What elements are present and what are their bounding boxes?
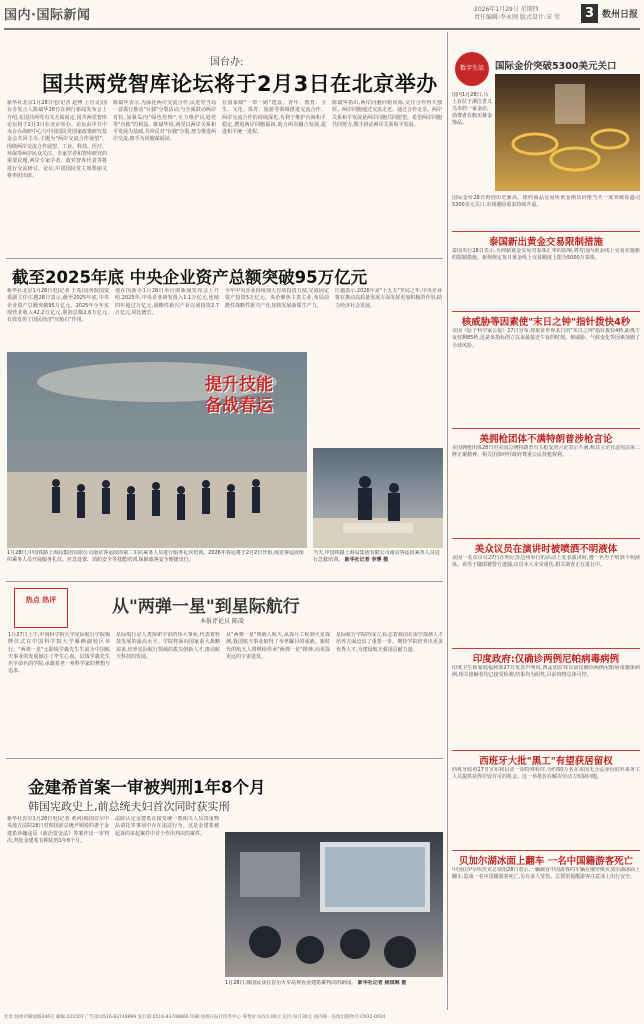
korea-photo-art: [225, 832, 443, 977]
gold-headline: 国际金价突破5300美元关口: [495, 61, 617, 72]
s1-text: 泰国央行28日表示,为抑制黄金交易对泰铢汇率的影响,将对国内黄金线上交易实施新的限制措施。新规规定每日黄金线上交易额度上限为5000万泰铢。: [452, 248, 640, 262]
s7-text: 中国驻伊尔库茨克总领馆28日表示,一辆载有中国游客的车辆在俄罗斯贝加尔湖冰面上翻车,造成一名中国籍游客死亡,另有多人受伤。总领馆提醒游客注意冰上出行安全。: [452, 867, 640, 881]
photo2-credit: 新华社记者 李博 摄: [344, 557, 389, 563]
section-title: 国内·国际新闻: [4, 8, 91, 23]
s3-text: 美国拥枪团体28日对美国总统特朗普有关枪支的言论表示不满,称其言论有违宪法第二修正案精神。相关团体呼吁政府尊重公民持枪权利。: [452, 445, 640, 459]
s1-headline: 泰国新出黄金交易限制措施: [488, 237, 603, 248]
photo2-caption: [313, 550, 443, 570]
story2-headline: 截至2025年底 中央企业资产总额突破95万亿元: [12, 268, 368, 287]
photo2-caption-text: 当天,中国铁路上海局集团有限公司南京客运段乘务人员进行急救培训。: [313, 550, 440, 563]
s6-text: 西班牙政府27日宣布将启动一项特殊程序,为约50万名在该国无合法身份的外来务工人员提供获得居留许可的机会。这一举措旨在解决劳动力短缺问题。: [452, 767, 640, 781]
rc-rule-3: [452, 428, 640, 429]
story3-photo-caption: [225, 980, 443, 1010]
photo1-caption: 1月28日,中国铁路上海局集团有限公司南京客运段的第二车队乘务人员进行服务礼仪培训。2026年春运将于2月2日开始,南京客运段组织乘务人员开展服务礼仪、应急处置、消防安全等技能培训,保障旅客安全便捷出行。: [7, 550, 304, 563]
divider-3: [6, 758, 443, 759]
header-meta: [474, 6, 560, 22]
paper-name: 数州日报: [602, 10, 639, 20]
divider-1: [6, 258, 443, 259]
s5-text: 印度卫生和家庭福利部27日发表声明说,西孟加拉邦目前仅确诊两例尼帕病毒感染病例,相关接触者均已接受检测,结果均为阴性,目前疫情总体可控。: [452, 665, 640, 679]
s4-headline: 美众议员在演讲时被喷洒不明液体: [474, 544, 618, 555]
s4-text: 美国一名众议员27日在明尼苏达州举行的活动上发表演讲时,遭一名男子喷洒不明液体。该男子随即被警方逮捕,议员本人未受重伤,相关调查正在进行中。: [452, 555, 640, 569]
cpr-photo-art: [313, 448, 443, 548]
story3-col2: 法院认定金建希在接受统一教相关人员贵重物品请托等事项中存在违法行为。这是金建希被起诉的多起案件中首个作出判决的案件。: [115, 816, 219, 837]
photo-overlay-title: [205, 375, 273, 417]
story3-subhead: 韩国宪政史上,前总统夫妇首次同时获实刑: [28, 800, 230, 813]
editors-line: 责任编辑:李永刚 版式设计:宋 莹: [474, 14, 560, 21]
story3-headline: 金建希首案一审被判刑1年8个月: [28, 778, 266, 797]
rc-rule-7: [452, 850, 640, 851]
column-divider: [447, 32, 448, 1010]
s5-headline: 印度政府:仅确诊两例尼帕病毒病例: [472, 654, 620, 665]
s3-headline: 美拥枪团体不满特朗普涉枪言论: [479, 434, 613, 445]
gold-photo-art: [495, 74, 640, 191]
story2-col1: 新华社北京1月28日电(记者 王希)国务院国资委副主任庄越28日表示,截至2025年底,中央企业资产总额突破95万亿元。2025年全年实现营业收入42.2万亿元,利润总额2.6万亿元,有效发挥了国民经济"压舱石"作用。: [7, 288, 109, 324]
page-footer: 社址:徐州市解放路246号 邮编:221007 广告部:0516-83748899 发行部:0516-83748866 印刷:徐州日报社印务中心 零售价:每份1.00元 定价:每月30元 国内统一连续出版物号:CN32-0024: [4, 1015, 386, 1020]
s2-text: 美国《原子科学家公报》27日宣布,将象征世界末日的"末日之钟"指针拨快4秒,距离午夜仅剩85秒,这是该指标创立以来最接近午夜的时刻。核威胁、气候变化等因素加剧了全球风险。: [452, 328, 640, 349]
rc-rule-5: [452, 648, 640, 649]
date-line: 2026年1月29日 星期四: [474, 6, 539, 13]
s7-headline: 贝加尔湖冰面上翻车 一名中国籍游客死亡: [458, 856, 634, 867]
top-story-col4: 陈斌华指出,两岸同胞同根同源,交往合作得天独厚。两岸同胞通过交流走近、通过合作走亲。两岸关系和平发展是两岸同胞共同愿望。希望两岸同胞共同努力,携手推动两岸关系和平发展。: [332, 100, 442, 128]
top-story-headline: 国共两党智库论坛将于2月3日在北京举办: [42, 72, 438, 96]
top-story-col1: 新华社北京1月28日电(记者 赵博 上官灵)国台办发言人陈斌华28日在例行新闻发布会上介绍,在国共两党有关方面商定,国共两党智库论坛将于2月3日在北京举办。论坛由中共中央台办海研中心与中国国民党国家政策研究基金会共同主办,主题为"两岸交流合作展望"。围绕两岸交流合作展望、工业、科技、医疗、环保等两岸民众关注、专家学者和智库研究的重要议题,两岸专家学者、政党智库代表等将进行交流研讨。论坛,中国国民党主席郑丽文将率团出席。: [7, 100, 107, 179]
rc-rule-6: [452, 750, 640, 751]
overlay-line2: 备战春运: [205, 396, 273, 416]
gold-photo-caption: 国内1月28日,马上在位于浙江省义乌市的一家金店,消费者在购买黄金饰品。: [452, 92, 492, 126]
page-header: [4, 4, 640, 26]
rc-rule-4: [452, 538, 640, 539]
feature-col1: 1月27日上午,中国科学院大学星际航行学院揭牌仪式在中国科学院大学雁栖湖校区举行。"两弹一星"元勋钱学森先生生前为中国航天事业的发展倾注了毕生心血。以钱学森先生名字命名的学院,承载着老一辈科学家的梦想与追求。: [8, 632, 110, 675]
story3-photo-credit: 新华社记者 姚琪琳 摄: [357, 980, 407, 986]
top-story-kicker: 国台办:: [210, 57, 244, 68]
logo-text: 数字生活: [459, 65, 484, 72]
feature-col2: 星际航行是人类探索宇宙的伟大事业,代表着科技发展的最高水平。学院将面向国家重大战略需求,培养星际航行领域的拔尖创新人才,推动航天科技的发展。: [116, 632, 220, 660]
header-rule: [4, 28, 640, 30]
top-story-col2: 陈斌华表示,为深化两岸交流合作,民进党当局一意孤行推动"台独"分裂活动,与全面鼓动两岸对抗,加紧岛内"绿色恐怖",全力维护民进党等"台独"的利益。陈斌华说,两党以两岸关系和平发展为基础,共同反对"台独"分裂,努力推进两岸交流,携手为同胞谋福祉。: [113, 100, 216, 143]
gold-jewelry-photo: [495, 74, 640, 191]
s2-headline: 核威胁等因素使"末日之钟"指针拨快4秒: [461, 317, 631, 328]
page-number: 3: [581, 4, 598, 23]
feature-col3: 从"两弹一星"到载人航天,从探月工程到火星探测,我国航天事业取得了举世瞩目的成就。新时代的航天人将继续传承"两弹一星"精神,向更深更远的宇宙进发。: [226, 632, 330, 660]
overlay-line1: 提升技能: [205, 375, 273, 395]
story3-col1: 新华社首尔1月28日电(记者 黄河)韩国首尔中央地方法院28日对韩国前总统尹锡悦的妻子金建希涉嫌违反《政治资金法》等案作出一审判决,判处金建希有期徒刑1年8个月。: [7, 816, 109, 844]
story2-col3: 全年中央企业持续加大有效投资力度,完成固定资产投资5万亿元。央企聚焦主责主业,布局前瞻性战略性新兴产业,加快发展新质生产力。: [225, 288, 329, 309]
story3-photo-caption-text: 1月28日,韩国民众在首尔火车站观看金建希案判决的新闻。: [225, 980, 357, 986]
top-story-col3: 在国家级"一带一路"建设、青年、教育、卫生、文化、体育、旅游等领域推进交流合作。两岸交流合作的持续深化,有利于维护台海和平稳定,增进两岸同胞福祉,助力两岸融合发展,促进和平统一进程。: [222, 100, 326, 136]
story2-col2: 他在国新办1月28日举行的新闻发布会上介绍,2025年,中央企业研发投入1.1万亿元,连续四年超过万亿元,战略性新兴产业完成投资2.7万亿元,同比增长。: [115, 288, 219, 316]
s6-headline: 西班牙大批"黑工"有望获居留权: [479, 756, 613, 767]
training-photo-small: [313, 448, 443, 548]
rc-rule-1: [452, 231, 640, 232]
feature-byline: 本报评论员 陈凌: [200, 618, 244, 625]
divider-2: [6, 581, 443, 582]
rc-rule-2: [452, 311, 640, 312]
digital-life-logo: [455, 52, 489, 86]
feature-col4: 星际航行学院的成立,标志着我国在深空探测人才培养方面迈出了重要一步。期待学院培养出更多优秀人才,为建设航天强国贡献力量。: [336, 632, 443, 653]
gold-text: 国际金价28日再创历史新高。纽约商品交易所黄金期货价格当天一度突破每盎司5300美元关口,市场避险需求持续升温。: [452, 195, 640, 209]
story2-col4: 庄越表示,2026年是"十五五"开局之年,中央企业将在推动高质量发展方面发挥更加积极的作用,助力经济社会发展。: [335, 288, 442, 309]
korea-news-photo: [225, 832, 443, 977]
feature-tag: 热点 热评: [14, 588, 68, 628]
feature-headline: 从"两弹一星"到星际航行: [112, 597, 300, 617]
